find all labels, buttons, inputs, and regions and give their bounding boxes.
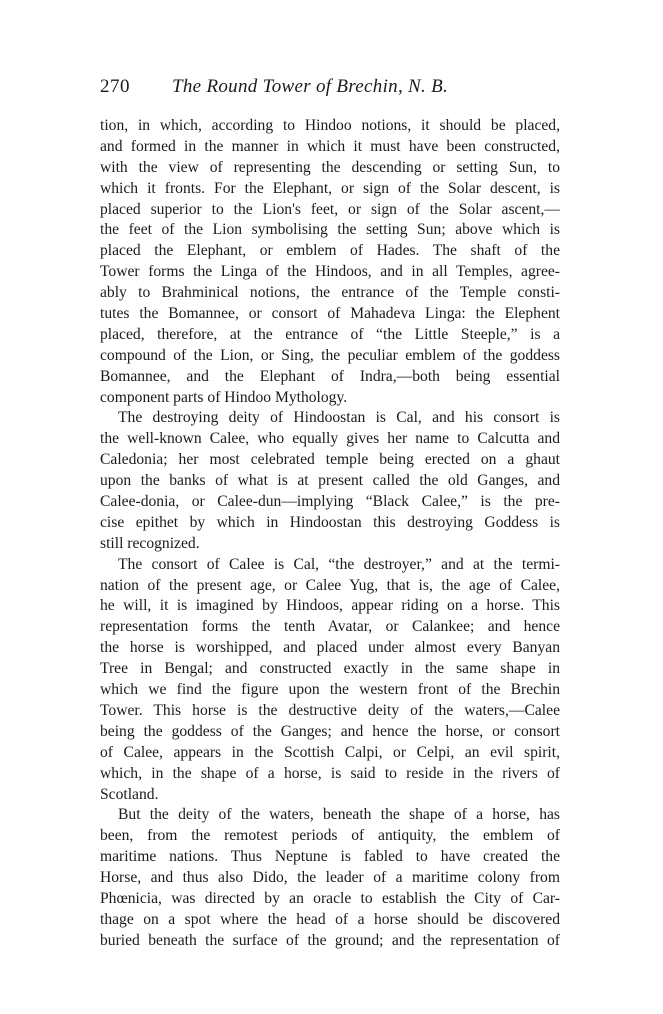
text-line: which, in the shape of a horse, is said to reside in the rivers of: [100, 764, 560, 782]
paragraph-end-line: component parts of Hindoo Mythology.: [100, 388, 348, 406]
text-line: tion, in which, according to Hindoo notions, it should be placed,: [100, 117, 560, 134]
text-line: and formed in the manner in which it must have been constructed,: [100, 137, 560, 155]
text-line: compound of the Lion, or Sing, the peculiar emblem of the goddess: [100, 346, 560, 364]
text-line: the horse is worshipped, and placed under almost every Banyan: [100, 639, 560, 657]
text-line: placed superior to the Lion's feet, or sign of the Solar ascent,—: [100, 200, 560, 218]
paragraph-end-line: still recognized.: [100, 534, 200, 552]
text-line: upon the banks of what is at present called the old Ganges, and: [100, 472, 560, 490]
text-line: tutes the Bomannee, or consort of Mahadeva Linga: the Elephent: [100, 305, 560, 323]
paragraph-start-line: The consort of Calee is Cal, “the destroyer,” and at the termi-: [118, 555, 560, 573]
text-line: the feet of the Lion symbolising the setting Sun; above which is: [100, 221, 560, 239]
text-line: Horse, and thus also Dido, the leader of a maritime colony from: [100, 869, 560, 887]
text-line: Bomannee, and the Elephant of Indra,—both being essential: [100, 367, 560, 385]
text-line: Caledonia; her most celebrated temple being erected on a ghaut: [100, 451, 560, 469]
paragraph-end-line: Scotland.: [100, 785, 159, 803]
text-line: Tower forms the Linga of the Hindoos, and in all Temples, agree-: [100, 263, 560, 281]
text-line: he will, it is imagined by Hindoos, appear riding on a horse. This: [100, 597, 560, 615]
text-line: Calee-donia, or Calee-dun—implying “Black Calee,” is the pre-: [100, 493, 560, 511]
text-line: being the goddess of the Ganges; and hence the horse, or consort: [100, 722, 560, 740]
text-line: thage on a spot where the head of a horse should be discovered: [100, 910, 560, 928]
text-line: cise epithet by which in Hindoostan this destroying Goddess is: [100, 513, 560, 531]
text-line: which we find the figure upon the western front of the Brechin: [100, 681, 560, 699]
text-line: maritime nations. Thus Neptune is fabled to have created the: [100, 848, 560, 866]
text-line: Phœnicia, was directed by an oracle to establish the City of Car-: [100, 889, 560, 907]
text-line: of Calee, appears in the Scottish Calpi, or Celpi, an evil spirit,: [100, 743, 560, 761]
text-line: Tree in Bengal; and constructed exactly in the same shape in: [100, 660, 560, 678]
paragraph-start-line: But the deity of the waters, beneath the shape of a horse, has: [118, 806, 560, 824]
text-line: with the view of representing the descending or setting Sun, to: [100, 158, 560, 176]
text-line: representation forms the tenth Avatar, or Calankee; and hence: [100, 618, 560, 636]
running-title: The Round Tower of Brechin, N. B.: [172, 76, 449, 97]
text-line: been, from the remotest periods of antiquity, the emblem of: [100, 827, 560, 845]
page-body: [100, 116, 560, 952]
running-header: [100, 76, 560, 102]
text-line: nation of the present age, or Calee Yug, that is, the age of Calee,: [100, 576, 560, 594]
text-line: which it fronts. For the Elephant, or sign of the Solar descent, is: [100, 179, 560, 197]
paragraph-start-line: The destroying deity of Hindoostan is Cal, and his consort is: [118, 409, 560, 427]
page-number: 270: [100, 76, 130, 97]
text-line: buried beneath the surface of the ground; and the representation of: [100, 931, 560, 949]
text-line: Tower. This horse is the destructive deity of the waters,—Calee: [100, 701, 560, 719]
text-line: ably to Brahminical notions, the entrance of the Temple consti-: [100, 284, 560, 302]
text-line: the well-known Calee, who equally gives her name to Calcutta and: [100, 430, 560, 448]
text-line: placed, therefore, at the entrance of “the Little Steeple,” is a: [100, 325, 560, 343]
text-line: placed the Elephant, or emblem of Hades. The shaft of the: [100, 242, 560, 260]
